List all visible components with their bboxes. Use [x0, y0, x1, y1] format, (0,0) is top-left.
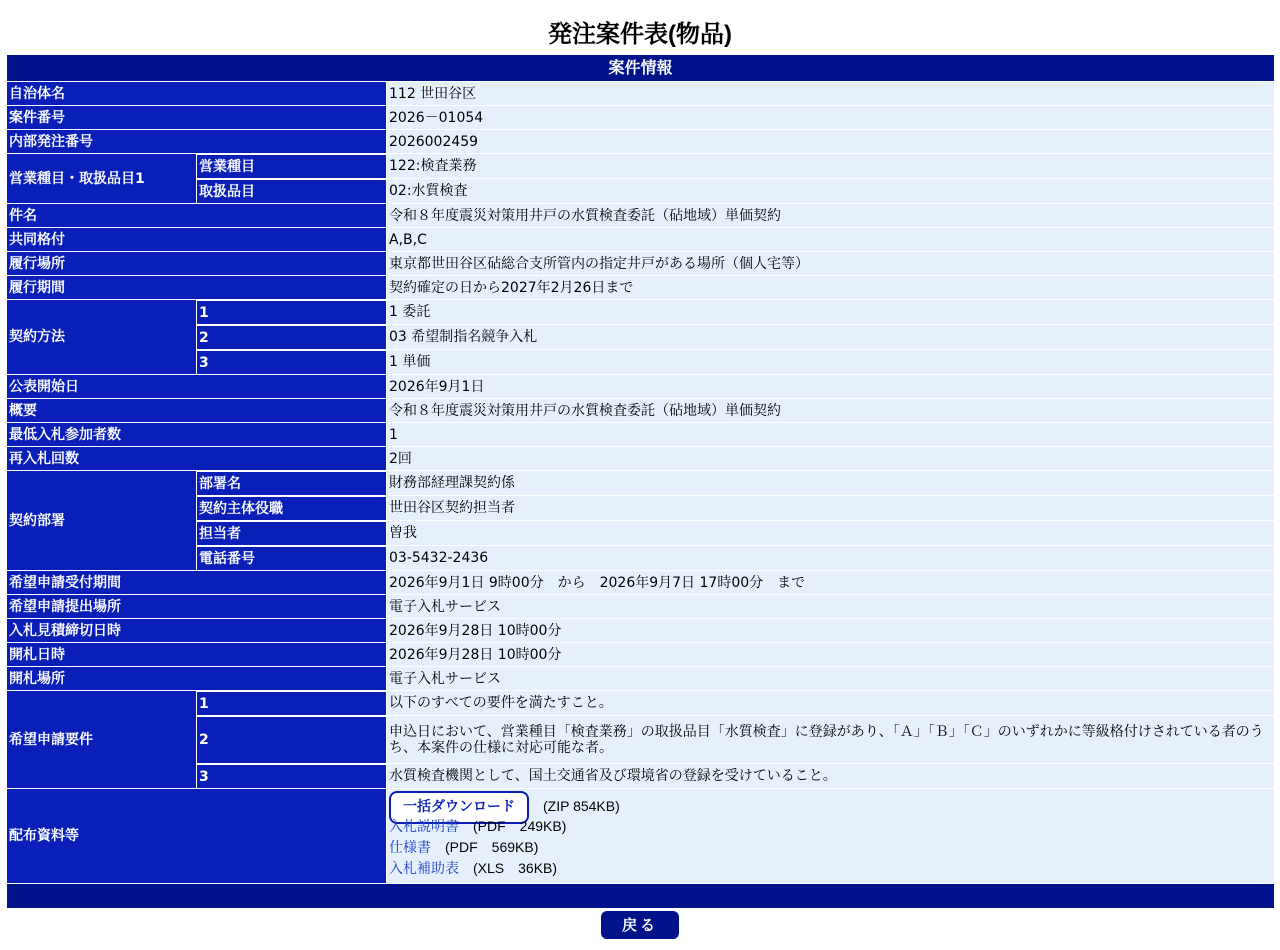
row-subject	[7, 204, 1274, 227]
row-rebid	[7, 447, 1274, 470]
row-apply-period	[7, 571, 1274, 594]
value-dept-role: 世田谷区契約担当者	[387, 496, 1274, 520]
value-item: 02:水質検査	[387, 179, 1274, 203]
sub-label-business-type: 営業種目	[197, 154, 387, 178]
method-no: 1	[197, 300, 387, 324]
value-dept-person: 曽我	[387, 521, 1274, 545]
label-rebid: 再入札回数	[7, 447, 387, 470]
value-min-bidders: 1	[387, 423, 1274, 446]
file-link-specification[interactable]: 仕様書	[389, 840, 431, 856]
file-link-bid-explanation[interactable]: 入札説明書	[389, 819, 459, 835]
label-case-no: 案件番号	[7, 106, 387, 129]
label-apply-place: 希望申請提出場所	[7, 595, 387, 618]
req-no: 1	[197, 691, 387, 715]
bulk-download-button[interactable]: 一括ダウンロード	[389, 791, 529, 824]
method-no: 3	[197, 350, 387, 374]
row-apply-place	[7, 595, 1274, 618]
value-place: 東京都世田谷区砧総合支所管内の指定井戸がある場所（個人宅等）	[387, 252, 1274, 275]
sub-label-dept-person: 担当者	[197, 521, 387, 545]
value-opening-place: 電子入札サービス	[387, 667, 1274, 690]
value-business-type: 122:検査業務	[387, 154, 1274, 178]
file-size: (XLS 36KB)	[473, 860, 558, 876]
method-value: 03 希望制指名競争入札	[387, 325, 1274, 349]
row-materials	[7, 789, 1274, 883]
value-dept-phone: 03-5432-2436	[387, 546, 1274, 570]
method-no: 2	[197, 325, 387, 349]
label-opening-date: 開札日時	[7, 643, 387, 666]
value-dept-name: 財務部経理課契約係	[387, 471, 1274, 495]
row-dept-3	[7, 521, 1274, 545]
label-publish-date: 公表開始日	[7, 375, 387, 398]
value-apply-place: 電子入札サービス	[387, 595, 1274, 618]
value-bid-deadline: 2026年9月28日 10時00分	[387, 619, 1274, 642]
value-period: 契約確定の日から2027年2月26日まで	[387, 276, 1274, 299]
sub-label-item: 取扱品目	[197, 179, 387, 203]
method-value: 1 委託	[387, 300, 1274, 324]
value-municipality: 112 世田谷区	[387, 82, 1274, 105]
label-min-bidders: 最低入札参加者数	[7, 423, 387, 446]
row-municipality	[7, 82, 1274, 105]
row-internal-no	[7, 130, 1274, 153]
row-req-3	[7, 764, 1274, 788]
value-summary: 令和８年度震災対策用井戸の水質検査委託（砧地域）単価契約	[387, 399, 1274, 422]
method-value: 1 単価	[387, 350, 1274, 374]
label-dept: 契約部署	[7, 471, 197, 570]
value-subject: 令和８年度震災対策用井戸の水質検査委託（砧地域）単価契約	[387, 204, 1274, 227]
row-method-2	[7, 325, 1274, 349]
label-municipality: 自治体名	[7, 82, 387, 105]
row-opening-place	[7, 667, 1274, 690]
row-dept-1	[7, 471, 1274, 495]
label-summary: 概要	[7, 399, 387, 422]
label-internal-no: 内部発注番号	[7, 130, 387, 153]
section-header: 案件情報	[7, 55, 1274, 81]
value-rebid: 2回	[387, 447, 1274, 470]
row-period	[7, 276, 1274, 299]
file-size: (PDF 249KB)	[473, 818, 567, 834]
label-opening-place: 開札場所	[7, 667, 387, 690]
row-method-1	[7, 300, 1274, 324]
row-req-2	[7, 716, 1274, 763]
label-bid-deadline: 入札見積締切日時	[7, 619, 387, 642]
value-publish-date: 2026年9月1日	[387, 375, 1274, 398]
label-subject: 件名	[7, 204, 387, 227]
row-place	[7, 252, 1274, 275]
label-period: 履行期間	[7, 276, 387, 299]
page-title: 発注案件表(物品)	[548, 21, 732, 48]
row-publish-date	[7, 375, 1274, 398]
row-case-no	[7, 106, 1274, 129]
label-requirements: 希望申請要件	[7, 691, 197, 788]
row-business-1	[7, 154, 1274, 178]
row-joint-grade	[7, 228, 1274, 251]
label-place: 履行場所	[7, 252, 387, 275]
row-summary	[7, 399, 1274, 422]
value-materials	[387, 789, 1274, 883]
label-materials: 配布資料等	[7, 789, 387, 883]
row-req-1	[7, 691, 1274, 715]
label-joint-grade: 共同格付	[7, 228, 387, 251]
req-no: 3	[197, 764, 387, 788]
row-dept-4	[7, 546, 1274, 570]
bulk-size: (ZIP 854KB)	[543, 798, 620, 814]
row-opening-date	[7, 643, 1274, 666]
value-internal-no: 2026002459	[387, 130, 1274, 153]
req-value: 水質検査機関として、国土交通省及び環境省の登録を受けていること。	[387, 764, 1274, 788]
row-min-bidders	[7, 423, 1274, 446]
sub-label-dept-name: 部署名	[197, 471, 387, 495]
value-opening-date: 2026年9月28日 10時00分	[387, 643, 1274, 666]
req-value: 申込日において、営業種目「検査業務」の取扱品目「水質検査」に登録があり、「Ａ」「Ｂ」「Ｃ」のいずれかに等級格付けされている者のうち、本案件の仕様に対応可能な者。	[387, 716, 1274, 763]
row-method-3	[7, 350, 1274, 374]
file-link-bid-aux-table[interactable]: 入札補助表	[389, 861, 459, 877]
label-apply-period: 希望申請受付期間	[7, 571, 387, 594]
sub-label-dept-phone: 電話番号	[197, 546, 387, 570]
value-joint-grade: A,B,C	[387, 228, 1274, 251]
case-info-table	[7, 54, 1274, 909]
row-business-2	[7, 179, 1274, 203]
value-apply-period: 2026年9月1日 9時00分 から 2026年9月7日 17時00分 まで	[387, 571, 1274, 594]
file-size: (PDF 569KB)	[445, 839, 539, 855]
value-case-no: 2026－01054	[387, 106, 1274, 129]
sub-label-dept-role: 契約主体役職	[197, 496, 387, 520]
label-business: 営業種目・取扱品目1	[7, 154, 197, 203]
req-value: 以下のすべての要件を満たすこと。	[387, 691, 1274, 715]
back-button[interactable]: 戻る	[601, 911, 679, 939]
row-bid-deadline	[7, 619, 1274, 642]
label-method: 契約方法	[7, 300, 197, 374]
req-no: 2	[197, 716, 387, 763]
row-dept-2	[7, 496, 1274, 520]
footer-bar	[7, 884, 1274, 908]
